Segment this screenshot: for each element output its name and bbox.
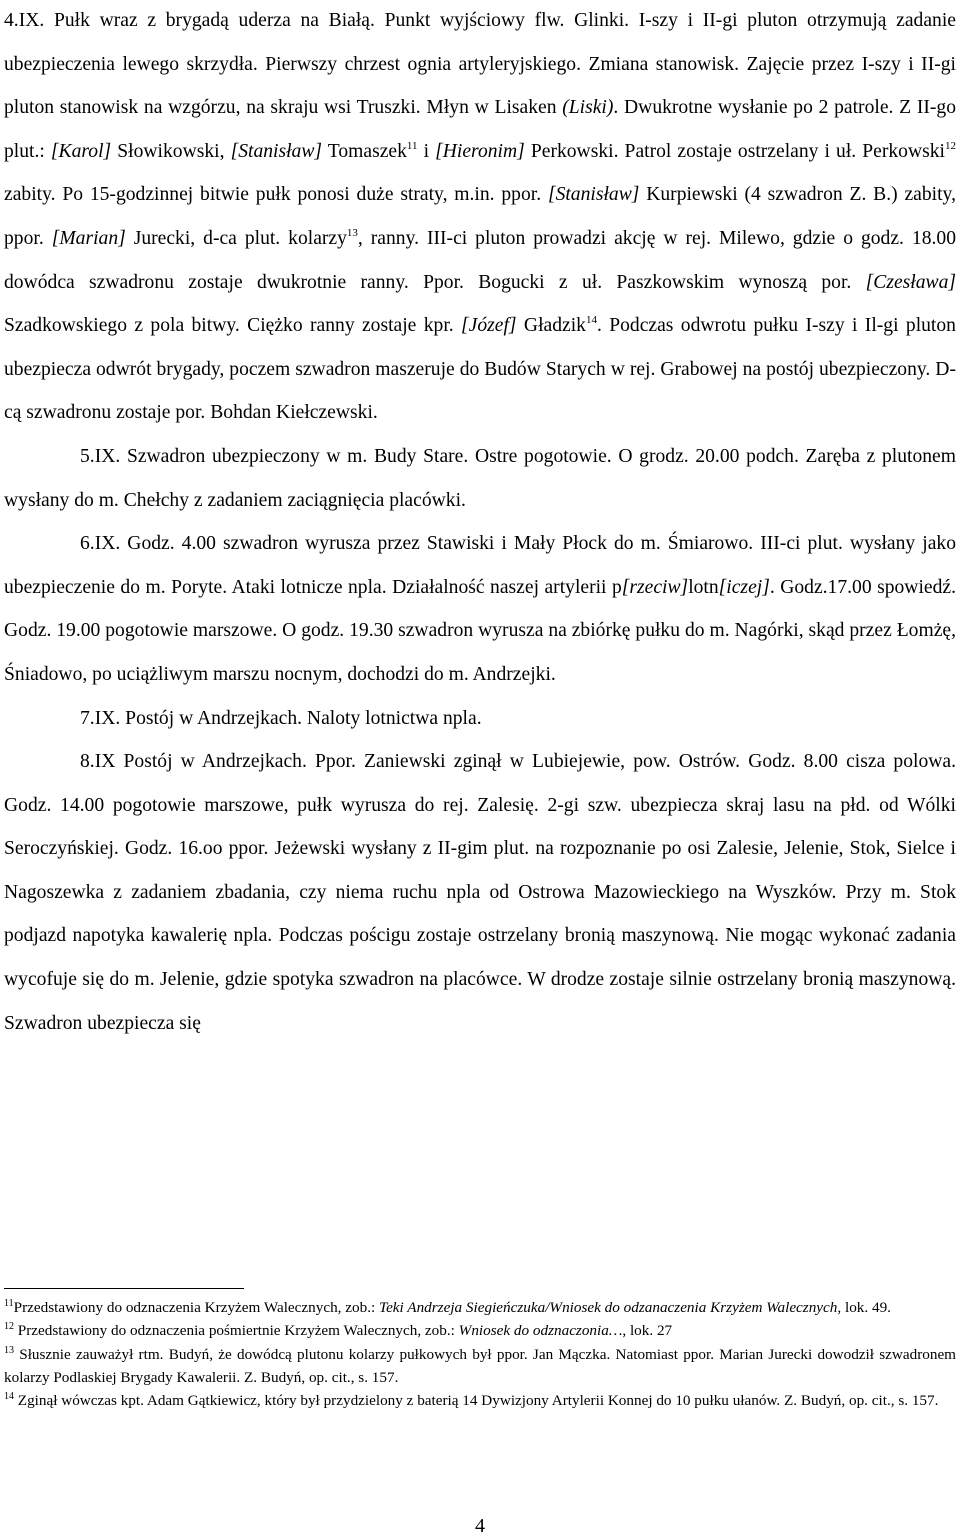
text-run: . Dwukrotne wysłanie po 2 patrole. Z II-go plut.: <box>4 97 956 162</box>
footnotes <box>4 1296 956 1412</box>
footnote-ref: 11 <box>4 1298 14 1309</box>
italic-text: [Stanisław] <box>230 140 323 162</box>
text-run: Słusznie zauważył rtm. Budyń, że dowódcą plutonu kolarzy pułkowych był ppor. Jan Mączka. Natomiast ppor. Marian Jurecki dowodził szwadronem kolarzy Podlaskiej Brygady Kawalerii. Z. Budyń, op. cit., s. 157. <box>4 1345 956 1386</box>
italic-text: [Stanisław] <box>547 184 640 206</box>
italic-text: [rzeciw] <box>621 576 689 598</box>
footnote-separator <box>4 1288 244 1289</box>
text-run: , lok. 49. <box>837 1299 891 1316</box>
text-run: 7.IX. Postój w Andrzejkach. Naloty lotnictwa npla. <box>80 707 482 729</box>
paragraph <box>4 740 956 1045</box>
paragraph <box>4 697 956 741</box>
paragraph <box>4 435 956 522</box>
text-run: 8.IX Postój w Andrzejkach. Ppor. Zaniewski zginął w Lubiejewie, pow. Ostrów. Godz. 8.00 cisza polowa. Godz. 14.00 pogotowie marszowe, pułk wyrusza do rej. Zalesię. 2-gi szw. ubezpiecza skraj lasu na płd. od Wólki Seroczyńskiej. Godz. 16.oo ppor. Jeżewski wysłany z II-gim plut. na rozpoznanie po osi Zalesie, Jelenie, Stok, Sielce i Nagoszewka z zadaniem zbadania, czy niema ruchu npla od Ostrowa Mazowieckiego na Wyszków. Przy m. Stok podjazd napotyka kawalerię npla. Podczas pościgu zostaje ostrzelany bronią maszynową. Nie mogąc wykonać zadania wycofuje się do m. Jelenie, gdzie spotyka szwadron na placówce. W drodze zostaje silnie ostrzelany bronią maszynową. Szwadron ubezpiecza się <box>4 751 956 1034</box>
footnote-ref: 12 <box>4 1321 14 1333</box>
italic-text: (Liski) <box>562 97 614 119</box>
text-run: Gładzik <box>516 315 586 337</box>
italic-text: [Józef] <box>461 315 517 337</box>
italic-text: Wniosek do odznaczonia… <box>458 1322 623 1340</box>
footnote <box>4 1296 956 1319</box>
footnote <box>4 1343 956 1390</box>
page-number: 4 <box>475 1515 485 1537</box>
footnote-ref: 13 <box>346 226 358 239</box>
footnote <box>4 1389 956 1412</box>
italic-text: Teki Andrzeja Siegieńczuka/Wniosek do odzanaczenia Krzyżem Walecznych <box>379 1299 838 1316</box>
text-run: Przedstawiony do odznaczenia Krzyżem Walecznych, zob.: <box>13 1299 380 1316</box>
text-run: Szadkowskiego z pola bitwy. Ciężko ranny zostaje kpr. <box>4 315 462 337</box>
text-run: Kurpiewski (4 szwadron Z. B.) zabity, ppor. <box>4 184 956 249</box>
text-run: Przedstawiony do odznaczenia pośmiertnie Krzyżem Walecznych, zob.: <box>14 1322 459 1340</box>
footnote-ref: 11 <box>406 139 418 152</box>
italic-text: [Hieronim] <box>435 140 525 162</box>
text-run: Tomaszek <box>322 140 407 162</box>
footnote-ref: 14 <box>585 314 597 327</box>
paragraph <box>4 0 956 435</box>
text-run: i <box>417 140 436 162</box>
italic-text: [iczej] <box>718 576 770 598</box>
text-run: lotn <box>688 576 719 598</box>
footnote-ref: 14 <box>4 1391 14 1403</box>
footnote-ref: 12 <box>944 139 956 152</box>
text-run: . Godz.17.00 spowiedź. Godz. 19.00 pogotowie marszowe. O godz. 19.30 szwadron wyrusza na zbiórkę pułku do m. Nagórki, skąd przez Łomżę, Śniadowo, po uciążliwym marszu nocnym, dochodzi do m. Andrzejki. <box>4 576 956 685</box>
paragraph <box>4 522 956 696</box>
text-run: 5.IX. Szwadron ubezpieczony w m. Budy Stare. Ostre pogotowie. O grodz. 20.00 podch. Zaręba z plutonem wysłany do m. Chełchy z zadaniem zaciągnięcia placówki. <box>4 445 956 511</box>
italic-text: [Karol] <box>50 140 112 162</box>
italic-text: [Marian] <box>51 227 126 249</box>
footnote <box>4 1319 956 1342</box>
text-run: Perkowski. Patrol zostaje ostrzelany i uł. Perkowski <box>524 140 945 162</box>
text-run: , lok. 27 <box>622 1322 673 1340</box>
text-run: Zginął wówczas kpt. Adam Gątkiewicz, który był przydzielony z baterią 14 Dywizjony Artylerii Konnej do 10 pułku ułanów. Z. Budyń, op. cit., s. 157. <box>14 1392 939 1410</box>
main-text <box>4 0 956 1045</box>
italic-text: [Czesława] <box>865 271 956 293</box>
text-run: . Podczas odwrotu pułku I-szy i Il-gi pluton ubezpiecza odwrót brygady, poczem szwadron maszeruje do Budów Starych w rej. Grabowej na postój ubezpieczony. D-cą szwadronu zostaje por. Bohdan Kiełczewski. <box>4 315 956 424</box>
footnote-ref: 13 <box>4 1344 14 1356</box>
text-run: , ranny. III-ci pluton prowadzi akcję w rej. Milewo, gdzie o godz. 18.00 dowódca szwadronu zostaje dwukrotnie ranny. Ppor. Bogucki z uł. Paszkowskim wynoszą por. <box>4 227 956 293</box>
text-run: Słowikowski, <box>111 140 231 162</box>
text-run: Jurecki, d-ca plut. kolarzy <box>125 227 347 249</box>
text-run: 4.IX. Pułk wraz z brygadą uderza na Białą. Punkt wyjściowy flw. Glinki. I-szy i II-gi pluton otrzymują zadanie ubezpieczenia lewego skrzydła. Pierwszy chrzest ognia artyleryjskiego. Zmiana stanowisk. Zajęcie przez I-szy i II-gi pluton stanowisk na wzgórzu, na skraju wsi Truszki. Młyn w Lisaken <box>4 10 956 119</box>
text-run: zabity. Po 15-godzinnej bitwie pułk ponosi duże straty, m.in. ppor. <box>4 184 548 206</box>
text-run: 6.IX. Godz. 4.00 szwadron wyrusza przez Stawiski i Mały Płock do m. Śmiarowo. III-ci plut. wysłany jako ubezpieczenie do m. Poryte. Ataki lotnicze npla. Działalność naszej artylerii p <box>4 533 956 598</box>
